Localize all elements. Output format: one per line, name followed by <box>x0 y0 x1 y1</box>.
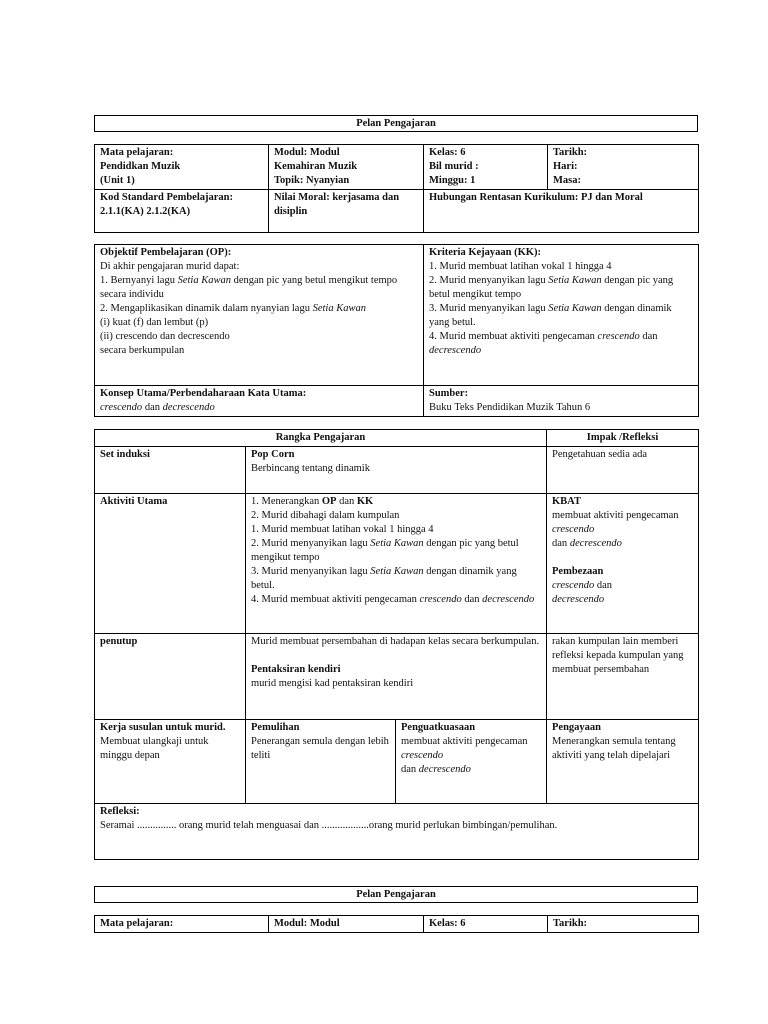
aktiviti-utama-content <box>246 494 547 634</box>
mata-pelajaran-label-2: Mata pelajaran: <box>95 916 269 933</box>
tarikh: Tarikh: <box>553 147 588 158</box>
pengukuhan-heading: Penguatkuasaan <box>401 722 476 733</box>
kriteria-heading: Kriteria Kejayaan (KK): <box>429 247 541 258</box>
rangka-header: Rangka Pengajaran <box>95 430 547 447</box>
set-induksi-title: Pop Corn <box>251 449 295 460</box>
tarikh-cell <box>548 145 699 190</box>
set-induksi-desc: Berbincang tentang dinamik <box>251 463 370 474</box>
bil-murid: Bil murid : <box>429 161 479 172</box>
mata-pelajaran-cell <box>95 145 269 190</box>
kbat-desc: membuat aktiviti pengecaman crescendo <box>552 510 679 535</box>
pengukuhan-cell <box>396 720 547 804</box>
aktiviti-utama-label: Aktiviti Utama <box>95 494 246 634</box>
pengukuhan-desc-2: dan decrescendo <box>401 764 471 775</box>
objektif-sub-ii: (ii) crescendo dan decrescendo <box>100 331 230 342</box>
sumber-heading: Sumber: <box>429 388 469 399</box>
kelas-2: Kelas: 6 <box>424 916 548 933</box>
mata-pelajaran-label: Mata pelajaran: <box>100 147 174 158</box>
kriteria-item-1: 1. Murid membuat latihan vokal 1 hingga 4 <box>429 261 612 272</box>
penutup-content <box>246 634 547 720</box>
spacer <box>552 551 693 565</box>
aktiviti-item-5: 3. Murid menyanyikan lagu Setia Kawan dengan dinamik yang betul. <box>251 566 517 591</box>
kbat-heading: KBAT <box>552 496 581 507</box>
pentaksiran-desc: murid mengisi kad pentaksiran kendiri <box>251 678 414 689</box>
kerja-susulan-cell <box>95 720 246 804</box>
minggu: Minggu: 1 <box>429 175 476 186</box>
rangka-table <box>94 429 699 860</box>
aktiviti-item-1: 1. Menerangkan OP dan KK <box>251 496 374 507</box>
hubungan-rentasan: Hubungan Rentasan Kurikulum: PJ dan Moral <box>424 190 699 233</box>
mata-pelajaran-unit: (Unit 1) <box>100 175 135 186</box>
nilai-moral: Nilai Moral: kerjasama dan disiplin <box>269 190 424 233</box>
kbat-desc-2: dan decrescendo <box>552 538 622 549</box>
spacer <box>251 649 541 663</box>
konsep-value: crescendo dan decrescendo <box>100 402 215 413</box>
objektif-cell <box>95 245 424 386</box>
kod-standard: Kod Standard Pembelajaran: 2.1.1(KA) 2.1.2(KA) <box>95 190 269 233</box>
sumber-cell <box>424 386 699 417</box>
set-induksi-label: Set induksi <box>95 447 246 494</box>
objektif-item-1: 1. Bernyanyi lagu Setia Kawan dengan pic yang betul mengikut tempo secara individu <box>100 275 398 300</box>
objektif-item-2: 2. Mengaplikasikan dinamik dalam nyanyian lagu Setia Kawan <box>100 303 366 314</box>
impak-header: Impak /Refleksi <box>547 430 699 447</box>
modul-cell <box>269 145 424 190</box>
modul-label: Modul: Modul <box>274 147 340 158</box>
info-table-2 <box>94 915 699 933</box>
tarikh-2: Tarikh: <box>548 916 699 933</box>
objektif-sub-end: secara berkumpulan <box>100 345 185 356</box>
aktiviti-item-3: 1. Murid membuat latihan vokal 1 hingga 4 <box>251 524 434 535</box>
masa: Masa: <box>553 175 581 186</box>
pengukuhan-desc: membuat aktiviti pengecaman crescendo <box>401 736 528 761</box>
set-induksi-impak: Pengetahuan sedia ada <box>547 447 699 494</box>
mata-pelajaran-value: Pendidkan Muzik <box>100 161 181 172</box>
modul-value: Kemahiran Muzik <box>274 161 358 172</box>
objective-table <box>94 244 699 417</box>
info-table <box>94 144 699 233</box>
objektif-intro: Di akhir pengajaran murid dapat: <box>100 261 240 272</box>
modul-label-2: Modul: Modul <box>269 916 424 933</box>
pentaksiran-heading: Pentaksiran kendiri <box>251 664 341 675</box>
set-induksi-content <box>246 447 547 494</box>
konsep-heading: Konsep Utama/Perbendaharaan Kata Utama: <box>100 388 307 399</box>
kriteria-item-2: 2. Murid menyanyikan lagu Setia Kawan dengan pic yang betul mengikut tempo <box>429 275 674 300</box>
title-table-2 <box>94 886 698 903</box>
refleksi-cell <box>95 804 699 860</box>
hari: Hari: <box>553 161 578 172</box>
objektif-heading: Objektif Pembelajaran (OP): <box>100 247 232 258</box>
pemulihan-desc: Penerangan semula dengan lebih teliti <box>251 736 389 761</box>
kerja-susulan-heading: Kerja susulan untuk murid. <box>100 722 226 733</box>
aktiviti-impak <box>547 494 699 634</box>
aktiviti-item-2: 2. Murid dibahagi dalam kumpulan <box>251 510 400 521</box>
pembezaan-line-1: crescendo dan <box>552 580 612 591</box>
kriteria-item-3: 3. Murid menyanyikan lagu Setia Kawan dengan dinamik yang betul. <box>429 303 672 328</box>
pengayaan-desc: Menerangkan semula tentang aktiviti yang telah dipelajari <box>552 736 676 761</box>
aktiviti-item-6: 4. Murid membuat aktiviti pengecaman crescendo dan decrescendo <box>251 594 535 605</box>
aktiviti-item-4: 2. Murid menyanyikan lagu Setia Kawan dengan pic yang betul mengikut tempo <box>251 538 519 563</box>
refleksi-text: Seramai ............... orang murid telah menguasai dan ..................orang murid perlukan bimbingan/pemulihan. <box>100 820 558 831</box>
penutup-label: penutup <box>95 634 246 720</box>
penutup-desc: Murid membuat persembahan di hadapan kelas secara berkumpulan. <box>251 636 540 647</box>
objektif-sub-i: (i) kuat (f) dan lembut (p) <box>100 317 209 328</box>
title-table-1 <box>94 115 698 132</box>
pembezaan-line-2: decrescendo <box>552 594 605 605</box>
refleksi-heading: Refleksi: <box>100 806 140 817</box>
konsep-cell <box>95 386 424 417</box>
kriteria-cell <box>424 245 699 386</box>
kelas: Kelas: 6 <box>429 147 466 158</box>
penutup-impak: rakan kumpulan lain memberi refleksi kepada kumpulan yang membuat persembahan <box>547 634 699 720</box>
pemulihan-cell <box>246 720 396 804</box>
kerja-susulan-desc: Membuat ulangkaji untuk minggu depan <box>100 736 209 761</box>
kriteria-item-4: 4. Murid membuat aktiviti pengecaman crescendo dan decrescendo <box>429 331 658 356</box>
page-title: Pelan Pengajaran <box>95 116 698 132</box>
pengayaan-cell <box>547 720 699 804</box>
pengayaan-heading: Pengayaan <box>552 722 602 733</box>
topik: Topik: Nyanyian <box>274 175 350 186</box>
pembezaan-heading: Pembezaan <box>552 566 604 577</box>
sumber-value: Buku Teks Pendidikan Muzik Tahun 6 <box>429 402 591 413</box>
pemulihan-heading: Pemulihan <box>251 722 300 733</box>
kelas-cell <box>424 145 548 190</box>
page-title-2: Pelan Pengajaran <box>95 887 698 903</box>
